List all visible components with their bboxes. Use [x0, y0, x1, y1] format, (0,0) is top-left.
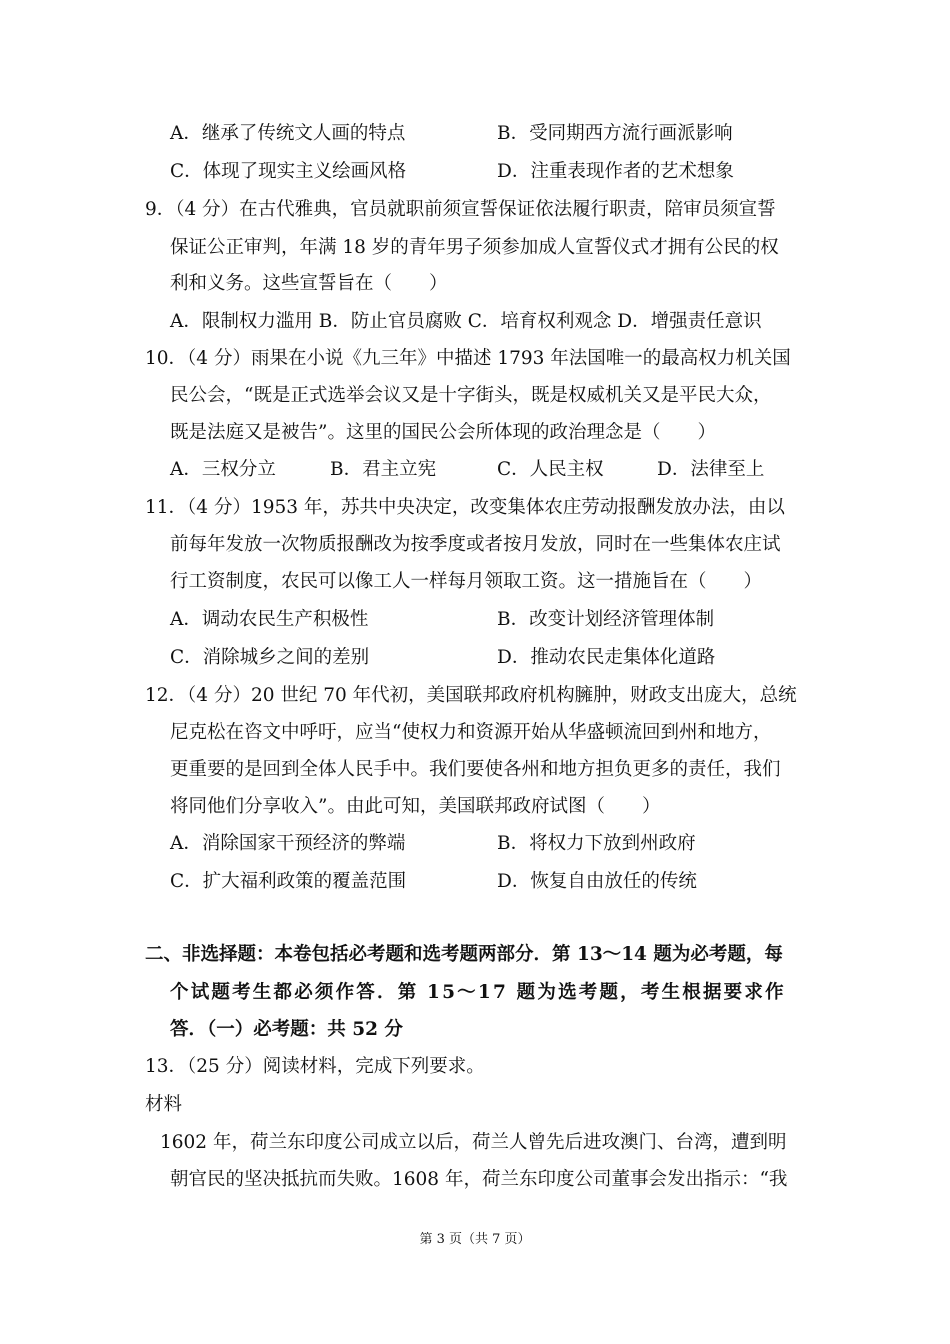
q12-option-d: D．恢复自由放任的传统	[497, 871, 697, 892]
q13-head: 13．（25 分）阅读材料，完成下列要求。	[145, 1056, 485, 1077]
material-paragraph-line: 朝官民的坚决抵抗而失败。1608 年，荷兰东印度公司董事会发出指示：“我	[170, 1169, 788, 1190]
q12-stem-line: 将同他们分享收入”。由此可知，美国联邦政府试图（ ）	[170, 796, 661, 817]
q11-option-b: B．改变计划经济管理体制	[497, 609, 715, 630]
q8-option-a: A．继承了传统文人画的特点	[170, 123, 406, 144]
q12-stem-line: 12．（4 分）20 世纪 70 年代初，美国联邦政府机构臃肿，财政支出庞大，总统	[145, 685, 797, 706]
q10-option-b: B．君主立宪	[330, 459, 437, 480]
section-heading: 个试题考生都必须作答．第 15～17 题为选考题，考生根据要求作	[170, 982, 786, 1003]
section-heading: 二、非选择题：本卷包括必考题和选考题两部分．第 13～14 题为必考题，每	[145, 944, 783, 965]
q10-stem-line: 10．（4 分）雨果在小说《九三年》中描述 1793 年法国唯一的最高权力机关国	[145, 348, 791, 369]
q12-option-c: C．扩大福利政策的覆盖范围	[170, 871, 407, 892]
q9-stem-line: 利和义务。这些宣誓旨在（ ）	[170, 273, 448, 294]
q9-stem-line: 9．（4 分）在古代雅典，官员就职前须宣誓保证依法履行职责，陪审员须宣誓	[145, 199, 776, 220]
q12-option-b: B．将权力下放到州政府	[497, 833, 696, 854]
q10-option-a: A．三权分立	[170, 459, 276, 480]
q11-option-c: C．消除城乡之间的差别	[170, 647, 370, 668]
page-footer: 第 3 页（共 7 页）	[419, 1232, 531, 1247]
material-label: 材料	[145, 1094, 183, 1115]
q11-stem-line: 行工资制度，农民可以像工人一样每月领取工资。这一措施旨在（ ）	[170, 571, 763, 592]
q8-option-b: B．受同期西方流行画派影响	[497, 123, 733, 144]
q10-stem-line: 既是法庭又是被告”。这里的国民公会所体现的政治理念是（ ）	[170, 422, 716, 443]
section-heading: 答．（一）必考题：共 52 分	[170, 1019, 403, 1040]
q11-option-d: D．推动农民走集体化道路	[497, 647, 716, 668]
material-paragraph-line: 1602 年，荷兰东印度公司成立以后，荷兰人曾先后进攻澳门、台湾，遭到明	[160, 1132, 787, 1153]
q12-stem-line: 更重要的是回到全体人民手中。我们要使各州和地方担负更多的责任，我们	[170, 759, 781, 780]
q11-stem-line: 11．（4 分）1953 年，苏共中央决定，改变集体农庄劳动报酬发放办法，由以	[145, 497, 785, 518]
q10-option-c: C．人民主权	[497, 459, 604, 480]
q8-option-d: D．注重表现作者的艺术想象	[497, 161, 734, 182]
q10-stem-line: 民公会，“既是正式选举会议又是十字街头，既是权威机关又是平民大众，	[170, 385, 772, 406]
q9-options: A．限制权力滥用 B．防止官员腐败 C．培育权利观念 D．增强责任意识	[170, 311, 762, 332]
q12-option-a: A．消除国家干预经济的弊端	[170, 833, 406, 854]
q10-option-d: D．法律至上	[657, 459, 765, 480]
q11-option-a: A．调动农民生产积极性	[170, 609, 369, 630]
q8-option-c: C．体现了现实主义绘画风格	[170, 161, 407, 182]
q12-stem-line: 尼克松在咨文中呼吁，应当“使权力和资源开始从华盛顿流回到州和地方，	[170, 722, 772, 743]
q9-stem-line: 保证公正审判，年满 18 岁的青年男子须参加成人宣誓仪式才拥有公民的权	[170, 237, 779, 258]
q11-stem-line: 前每年发放一次物质报酬改为按季度或者按月发放，同时在一些集体农庄试	[170, 534, 781, 555]
